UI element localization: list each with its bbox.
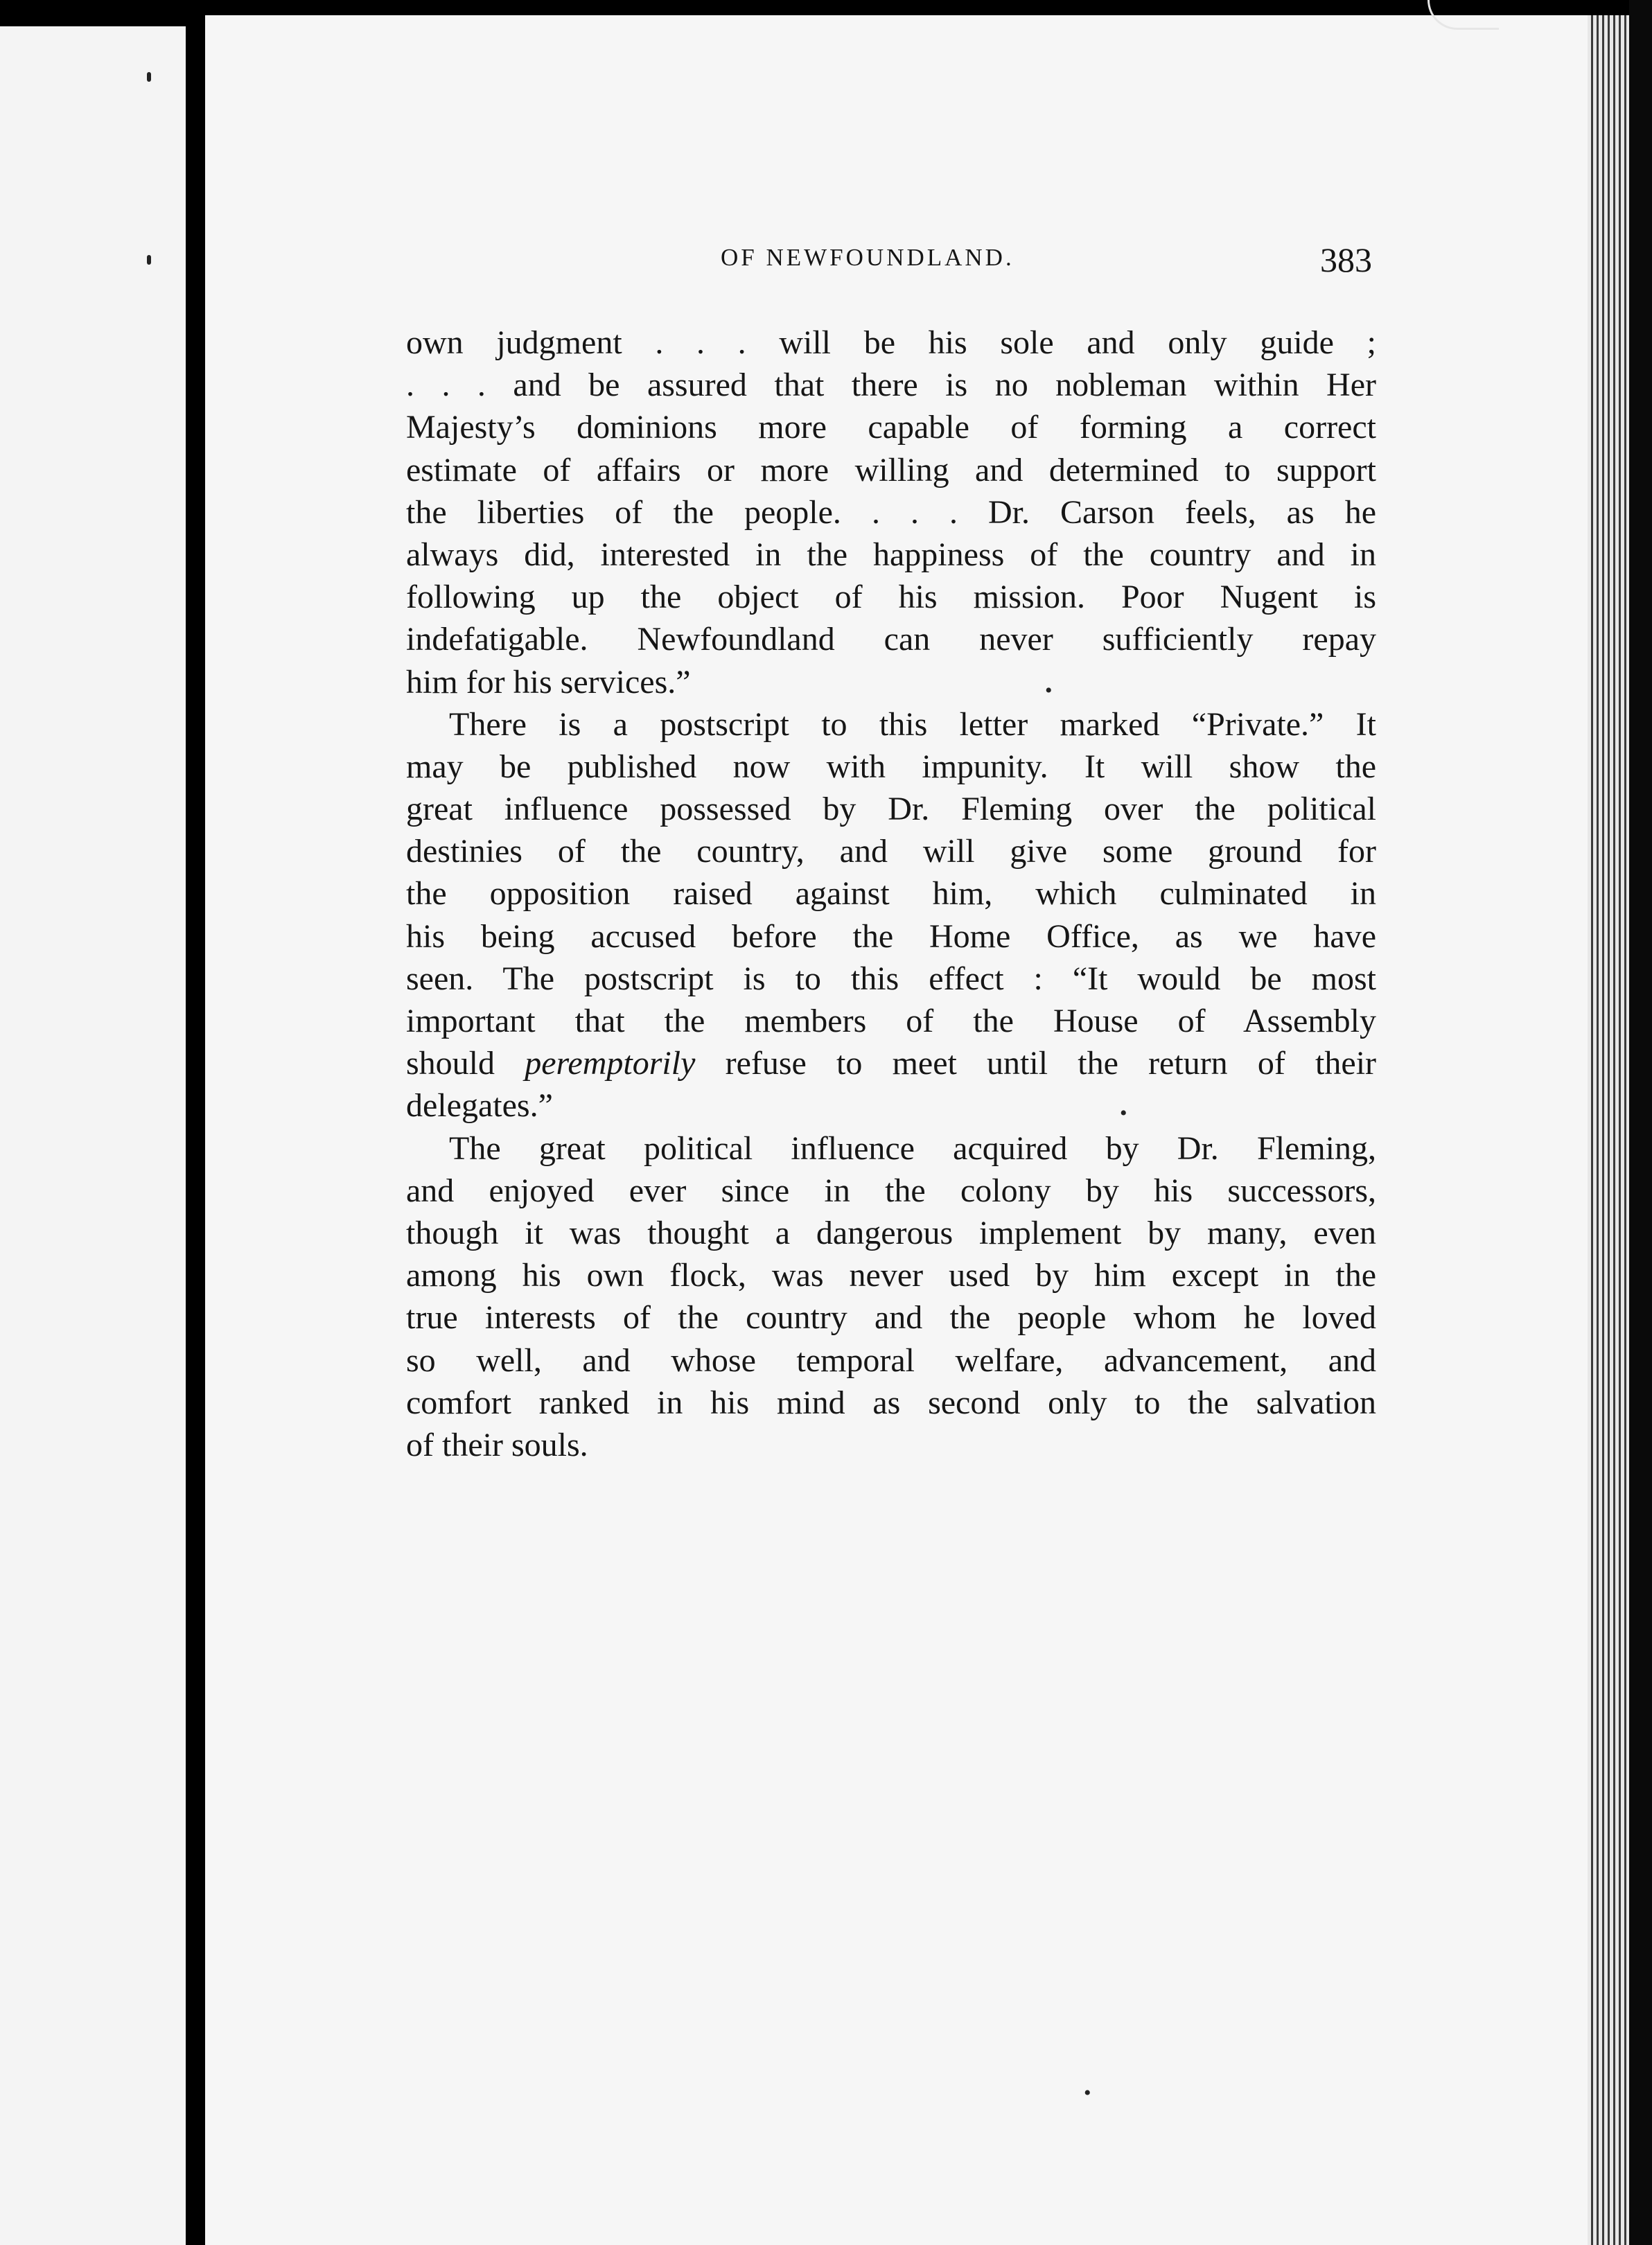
text-line: true interests of the country and the people whom he loved	[406, 1299, 1376, 1337]
text-line: among his own flock, was never used by him except in the	[406, 1257, 1376, 1294]
text-line: seen. The postscript is to this effect : “It would be most	[406, 960, 1376, 997]
text-line: may be published now with impunity. It will show the	[406, 748, 1376, 785]
ink-dot: •	[1120, 1102, 1127, 1125]
page-edges	[1588, 15, 1629, 2245]
text-line: The great political influence acquired by Dr. Fleming,	[449, 1129, 1376, 1167]
text-line-emphasis	[406, 1042, 1376, 1084]
page-number: 383	[1320, 240, 1372, 279]
text-line: so well, and whose temporal welfare, advancement, and	[406, 1341, 1376, 1379]
text-line: though it was thought a dangerous implement by many, even	[406, 1214, 1376, 1251]
text-line: destinies of the country, and will give some ground for	[406, 833, 1376, 870]
ink-smudge: •	[1084, 2081, 1091, 2104]
text-line: his being accused before the Home Office, as we have	[406, 917, 1376, 955]
text-line: There is a postscript to this letter marked “Private.” It	[449, 705, 1376, 743]
text-line: of their souls.	[406, 1426, 588, 1463]
body-text	[406, 322, 1376, 1466]
ink-dot: •	[1045, 679, 1053, 702]
text-line: the opposition raised against him, which culminated in	[406, 875, 1376, 913]
text-line: following up the object of his mission. Poor Nugent is	[406, 579, 1376, 616]
text-line: Majesty’s dominions more capable of forming a correct	[406, 409, 1376, 446]
text-line: comfort ranked in his mind as second only to the salvation	[406, 1384, 1376, 1421]
text-line: own judgment . . . will be his sole and only guide ;	[406, 324, 1376, 361]
binding-shadow	[1629, 0, 1652, 2245]
ink-speck	[147, 255, 151, 265]
emphasis-after: refuse to meet until the return of their	[695, 1045, 1376, 1082]
text-line: indefatigable. Newfoundland can never sufficiently repay	[406, 621, 1376, 658]
text-line: estimate of affairs or more willing and determined to support	[406, 451, 1376, 488]
text-line: always did, interested in the happiness of the country and in	[406, 536, 1376, 573]
running-head-title: OF NEWFOUNDLAND.	[721, 244, 1014, 271]
text-line: great influence possessed by Dr. Fleming over the political	[406, 791, 1376, 828]
text-line: him for his services.”	[406, 663, 691, 701]
text-line: delegates.”	[406, 1087, 553, 1125]
text-line: important that the members of the House of Assembly	[406, 1003, 1376, 1039]
text-line: and enjoyed ever since in the colony by his successors,	[406, 1172, 1376, 1209]
emphasis-before: should	[406, 1045, 525, 1082]
facing-page-edge	[0, 26, 186, 2245]
emphasis-word: peremptorily	[525, 1045, 696, 1082]
text-line: the liberties of the people. . . . Dr. Carson feels, as he	[406, 493, 1376, 531]
running-head	[721, 240, 1372, 285]
text-line: . . . and be assured that there is no nobleman within Her	[406, 367, 1376, 404]
ink-speck	[147, 72, 151, 82]
